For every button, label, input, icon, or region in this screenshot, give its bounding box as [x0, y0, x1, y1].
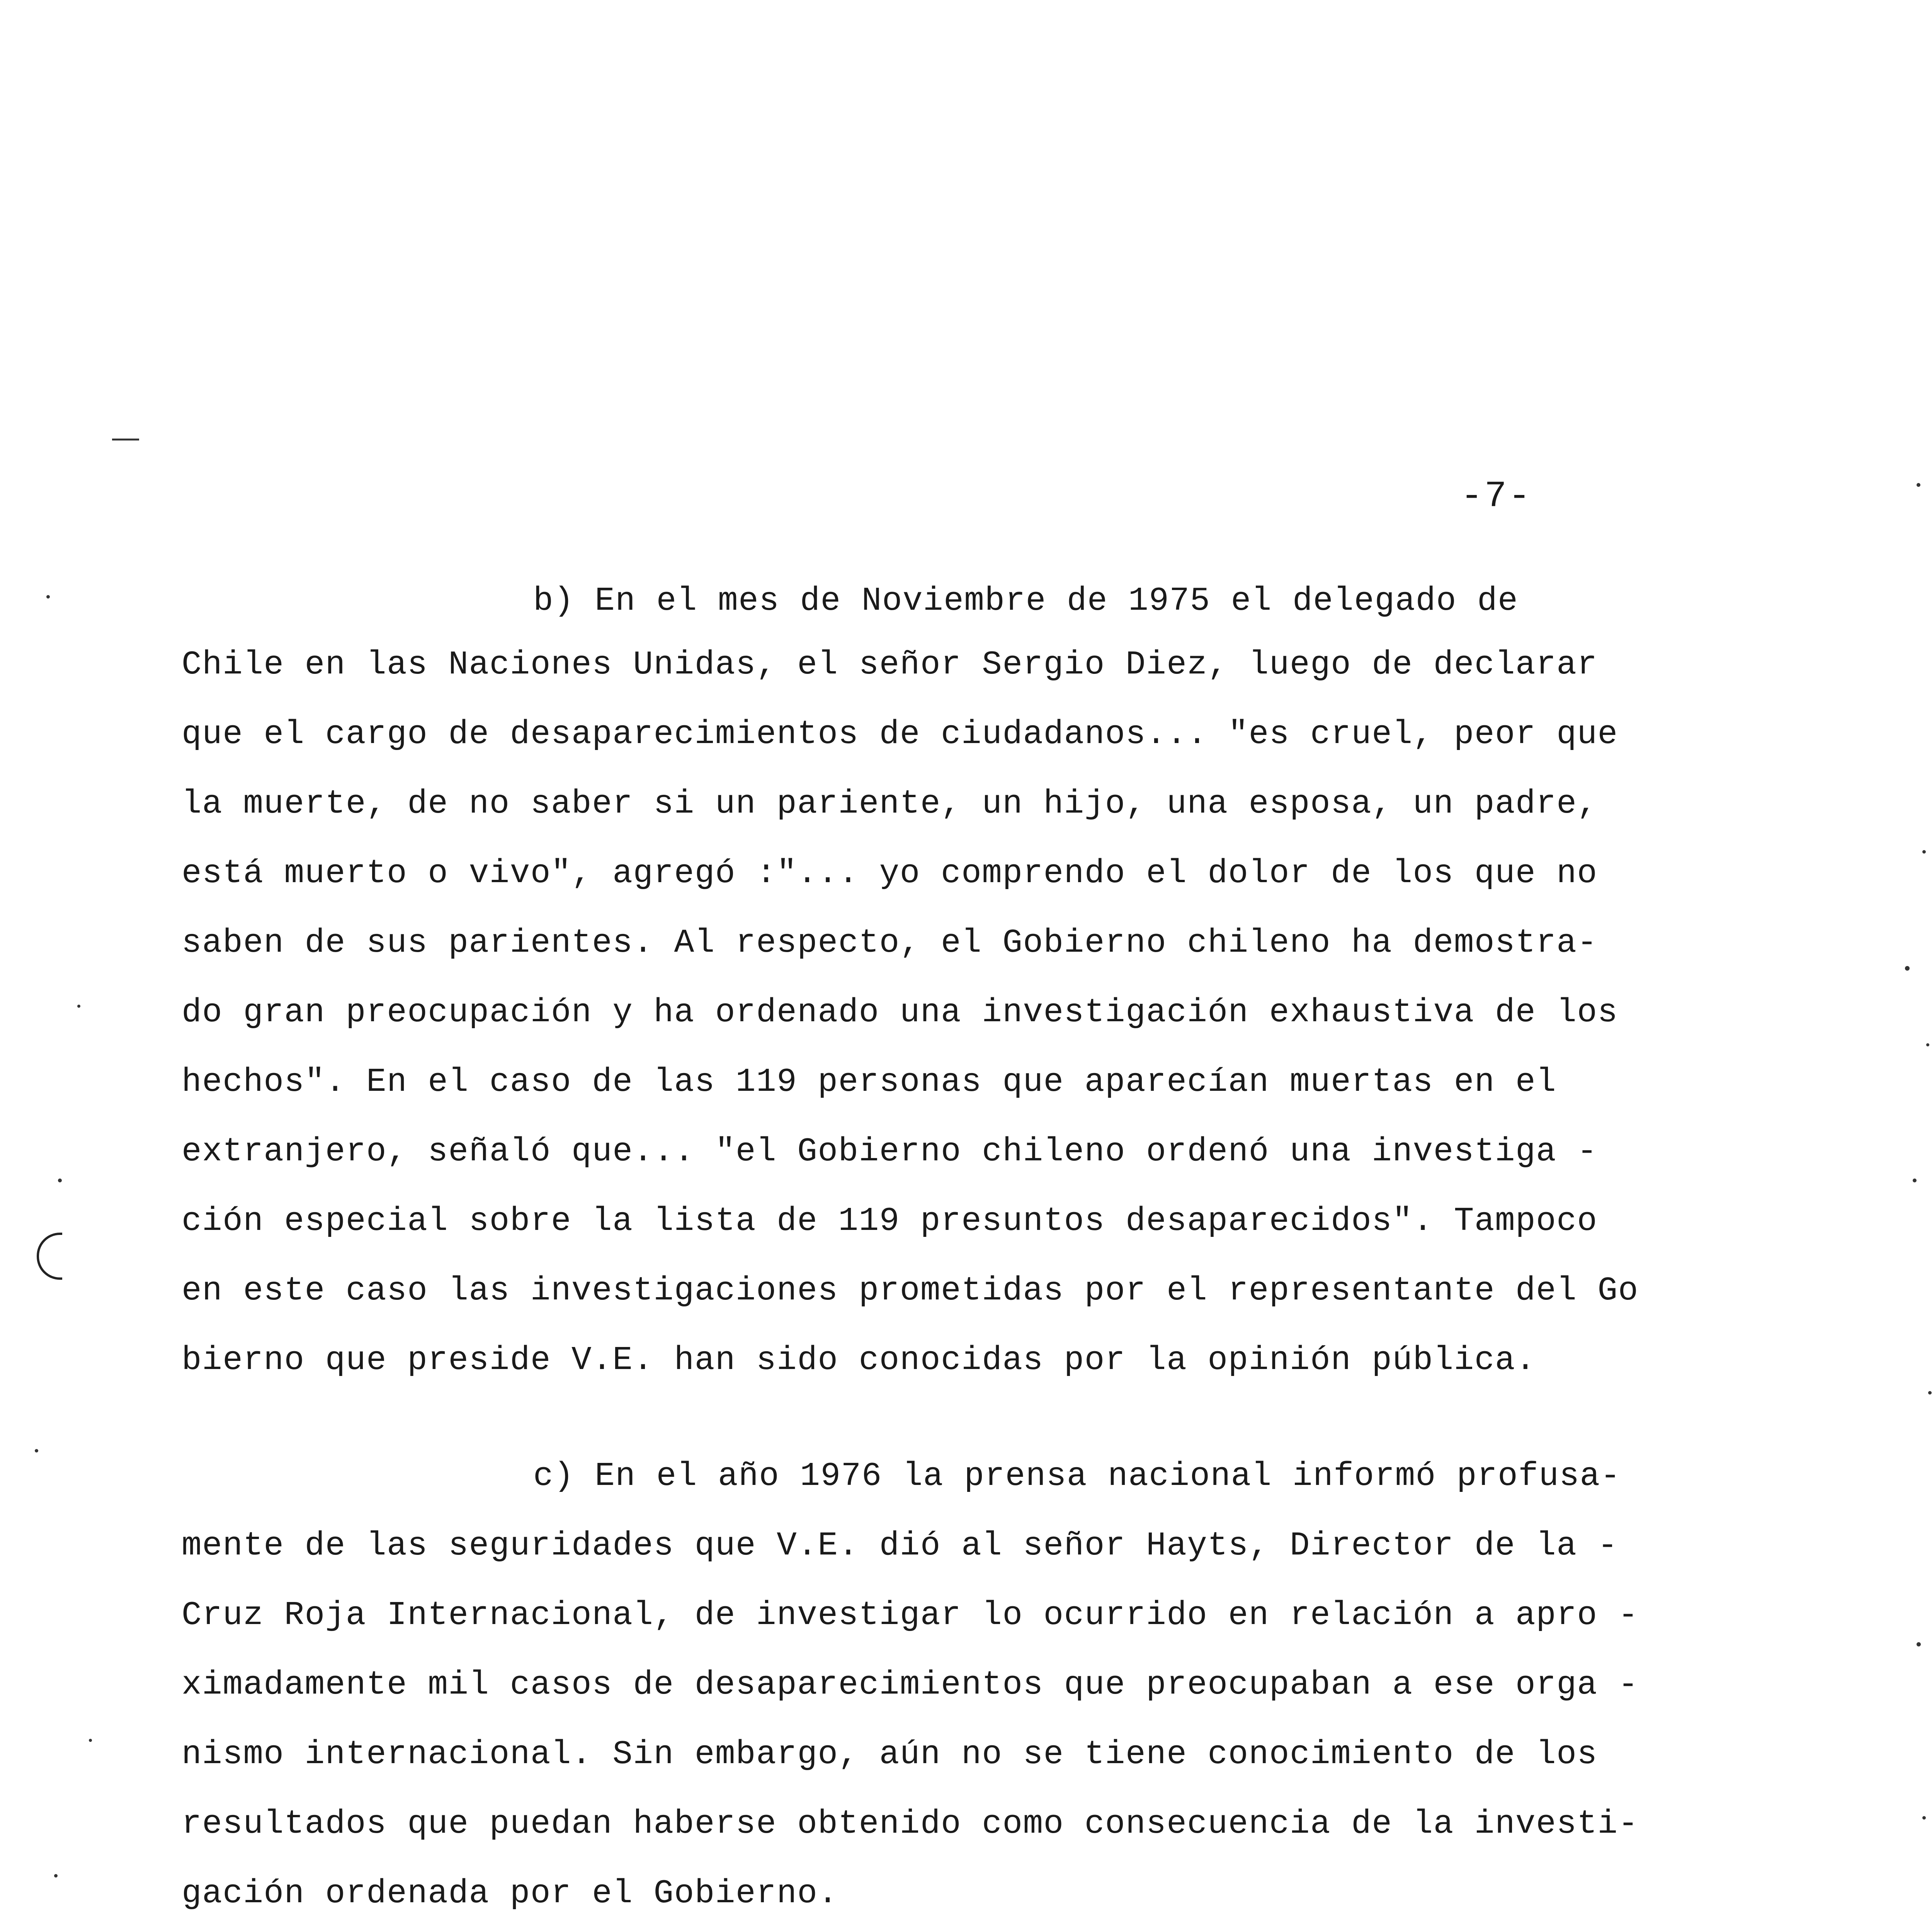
- paragraph-b-line: en este caso las investigaciones prometidas por el representante del Go: [182, 1272, 1639, 1310]
- scan-speck: [1922, 1816, 1926, 1820]
- scan-speck: [1917, 1642, 1921, 1646]
- page-number: -7-: [1461, 475, 1532, 517]
- scan-speck: [1905, 966, 1910, 971]
- punch-hole-mark: [37, 1233, 62, 1280]
- paragraph-b-line: ción especial sobre la lista de 119 presuntos desaparecidos". Tampoco: [182, 1202, 1598, 1240]
- paragraph-b-line: que el cargo de desaparecimientos de ciudadanos... "es cruel, peor que: [182, 715, 1618, 753]
- scan-speck: [1922, 850, 1926, 854]
- paragraph-b-line: está muerto o vivo", agregó :"... yo comprendo el dolor de los que no: [182, 854, 1598, 892]
- scan-speck: [1917, 483, 1920, 487]
- paragraph-b-line: bierno que preside V.E. han sido conocidas por la opinión pública.: [182, 1341, 1536, 1379]
- paragraph-b-line: saben de sus parientes. Al respecto, el Gobierno chileno ha demostra-: [182, 924, 1598, 962]
- scan-speck: [89, 1739, 92, 1742]
- scan-dash-mark: [112, 439, 139, 440]
- paragraph-c-line: nismo internacional. Sin embargo, aún no se tiene conocimiento de los: [182, 1735, 1598, 1773]
- scan-speck: [35, 1449, 38, 1452]
- paragraph-b-line: la muerte, de no saber si un pariente, un hijo, una esposa, un padre,: [182, 785, 1598, 823]
- paragraph-b-line: hechos". En el caso de las 119 personas que aparecían muertas en el: [182, 1063, 1557, 1101]
- paragraph-c-line: gación ordenada por el Gobierno.: [182, 1874, 838, 1912]
- scan-speck: [1913, 1179, 1917, 1182]
- scan-speck: [1928, 1391, 1932, 1395]
- paragraph-c-line: mente de las seguridades que V.E. dió al señor Hayts, Director de la -: [182, 1527, 1618, 1565]
- scan-speck: [54, 1874, 58, 1878]
- paragraph-b-line: extranjero, señaló que... "el Gobierno chileno ordenó una investiga -: [182, 1133, 1598, 1170]
- paragraph-c-line: c) En el año 1976 la prensa nacional informó profusa-: [533, 1457, 1621, 1495]
- paragraph-b-line: b) En el mes de Noviembre de 1975 el delegado de: [533, 582, 1519, 620]
- paragraph-c-line: Cruz Roja Internacional, de investigar lo ocurrido en relación a apro -: [182, 1596, 1639, 1634]
- paragraph-b-line: do gran preocupación y ha ordenado una investigación exhaustiva de los: [182, 993, 1618, 1031]
- paragraph-c-line: resultados que puedan haberse obtenido como consecuencia de la investi-: [182, 1805, 1639, 1843]
- scan-speck: [46, 595, 50, 599]
- paragraph-b-line: Chile en las Naciones Unidas, el señor Sergio Diez, luego de declarar: [182, 646, 1598, 684]
- scan-speck: [77, 1005, 80, 1008]
- paragraph-c-line: ximadamente mil casos de desaparecimientos que preocupaban a ese orga -: [182, 1666, 1639, 1704]
- scan-speck: [1926, 1043, 1929, 1046]
- scan-speck: [58, 1179, 62, 1182]
